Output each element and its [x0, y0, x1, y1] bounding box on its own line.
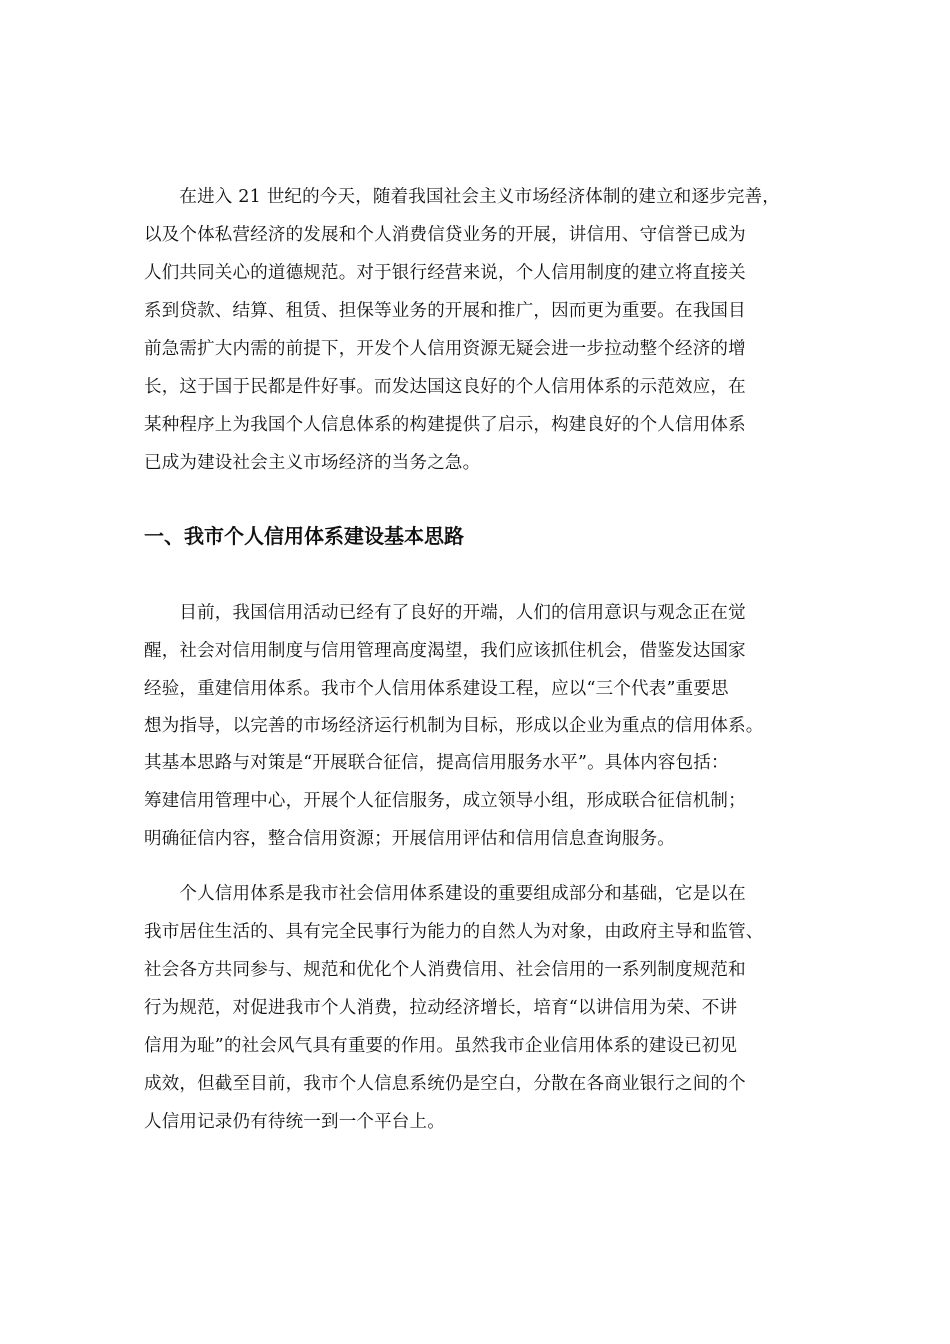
paragraph-line: 长，这于国于民都是件好事。而发达国这良好的个人信用体系的示范效应，在	[144, 377, 746, 397]
paragraph-line: 信用为耻”的社会风气具有重要的作用。虽然我市企业信用体系的建设已初见	[144, 1036, 738, 1056]
paragraph-line: 明确征信内容，整合信用资源；开展信用评估和信用信息查询服务。	[144, 829, 675, 849]
paragraph-line: 其基本思路与对策是“开展联合征信，提高信用服务水平”。具体内容包括：	[144, 753, 729, 773]
paragraph-line: 醒，社会对信用制度与信用管理高度渴望，我们应该抓住机会，借鉴发达国家	[144, 641, 746, 661]
paragraph-line: 人信用记录仍有待统一到一个平台上。	[144, 1112, 445, 1132]
paragraph-line: 某种程序上为我国个人信息体系的构建提供了启示，构建良好的个人信用体系	[144, 415, 746, 435]
paragraph-line: 在进入 21 世纪的今天，随着我国社会主义市场经济体制的建立和逐步完善，	[144, 187, 780, 207]
paragraph-line: 社会各方共同参与、规范和优化个人消费信用、社会信用的一系列制度规范和	[144, 960, 746, 980]
paragraph-line: 经验，重建信用体系。我市个人信用体系建设工程，应以“三个代表”重要思	[144, 679, 729, 699]
paragraph-line: 以及个体私营经济的发展和个人消费信贷业务的开展，讲信用、守信誉已成为	[144, 225, 746, 245]
paragraph-line: 筹建信用管理中心，开展个人征信服务，成立领导小组，形成联合征信机制；	[144, 791, 746, 811]
section-heading: 一、我市个人信用体系建设基本思路	[144, 524, 464, 548]
paragraph-line: 想为指导，以完善的市场经济运行机制为目标，形成以企业为重点的信用体系。	[144, 716, 764, 736]
paragraph-line: 成效，但截至目前，我市个人信息系统仍是空白，分散在各商业银行之间的个	[144, 1074, 746, 1094]
paragraph-line: 我市居住生活的、具有完全民事行为能力的自然人为对象，由政府主导和监管、	[144, 922, 764, 942]
paragraph-line: 个人信用体系是我市社会信用体系建设的重要组成部分和基础，它是以在	[144, 884, 746, 904]
paragraph-line: 系到贷款、结算、租赁、担保等业务的开展和推广，因而更为重要。在我国目	[144, 301, 746, 321]
paragraph-line: 目前，我国信用活动已经有了良好的开端，人们的信用意识与观念正在觉	[144, 603, 746, 623]
paragraph-line: 人们共同关心的道德规范。对于银行经营来说，个人信用制度的建立将直接关	[144, 263, 746, 283]
paragraph-line: 前急需扩大内需的前提下，开发个人信用资源无疑会进一步拉动整个经济的增	[144, 339, 746, 359]
paragraph-line: 行为规范，对促进我市个人消费，拉动经济增长，培育“以讲信用为荣、不讲	[144, 998, 738, 1018]
paragraph-line: 已成为建设社会主义市场经济的当务之急。	[144, 453, 481, 473]
